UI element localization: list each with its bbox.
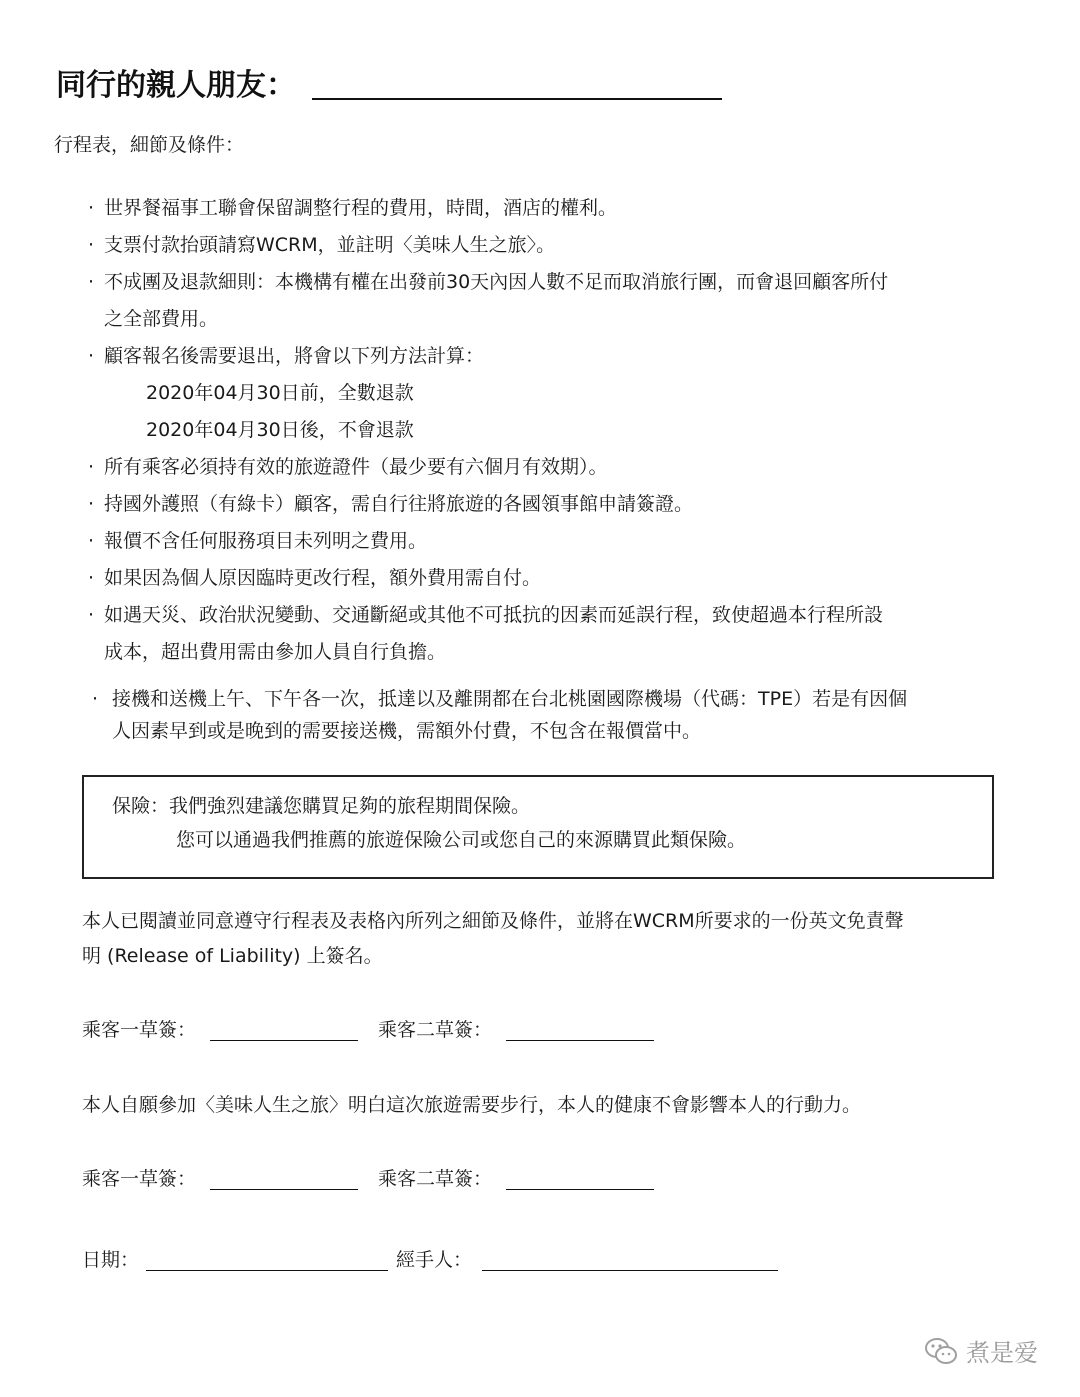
bullet-8: · 如果因為個人原因臨時更改行程，額外費用需自付。 <box>88 567 542 589</box>
bullet-3: · 不成團及退款細則：本機構有權在出發前30天內因人數不足而取消旅行團，而會退回顧客所付 <box>88 271 889 293</box>
handler-label: 經手人： <box>396 1249 473 1271</box>
bullet-9-cont: 成本，超出費用需由參加人員自行負擔。 <box>104 641 447 663</box>
wechat-icon <box>924 1336 958 1366</box>
date-label: 日期： <box>82 1249 140 1271</box>
agreement-line-2: 明 (Release of Liability) 上簽名。 <box>82 945 383 967</box>
passenger2-initial-line[interactable] <box>506 1040 654 1041</box>
handler-line[interactable] <box>482 1270 778 1271</box>
bullet-1: · 世界餐福事工聯會保留調整行程的費用，時間，酒店的權利。 <box>88 197 618 219</box>
companion-name-line[interactable] <box>312 98 722 100</box>
bullet-7: · 報價不含任何服務項目未列明之費用。 <box>88 530 428 552</box>
bullet-4: · 顧客報名後需要退出，將會以下列方法計算： <box>88 345 485 367</box>
health-statement: 本人自願參加〈美味人生之旅〉明白這次旅遊需要步行，本人的健康不會影響本人的行動力。 <box>82 1094 862 1116</box>
page-title: 同行的親人朋友： <box>56 68 296 103</box>
watermark-text: 煮是爱 <box>966 1339 1038 1367</box>
passenger1-initial-line-2[interactable] <box>210 1189 358 1190</box>
insurance-line-1: 保險：我們強烈建議您購買足夠的旅程期間保險。 <box>112 795 531 817</box>
bullet-10: · 接機和送機上午、下午各一次，抵達以及離開都在台北桃園國際機場（代碼：TPE）若是有因個 <box>92 688 908 710</box>
passenger2-initial-line-2[interactable] <box>506 1189 654 1190</box>
passenger1-initial-line[interactable] <box>210 1040 358 1041</box>
insurance-box <box>82 775 994 879</box>
bullet-6: · 持國外護照（有綠卡）顧客，需自行往將旅遊的各國領事館申請簽證。 <box>88 493 694 515</box>
passenger1-initial-label: 乘客一草簽： <box>82 1019 197 1041</box>
watermark <box>924 1333 1038 1368</box>
section-heading: 行程表，細節及條件： <box>54 134 245 156</box>
passenger2-initial-label-2: 乘客二草簽： <box>378 1168 493 1190</box>
refund-rule-2: 2020年04月30日後，不會退款 <box>146 419 414 441</box>
passenger2-initial-label: 乘客二草簽： <box>378 1019 493 1041</box>
bullet-2: · 支票付款抬頭請寫WCRM，並註明〈美味人生之旅〉。 <box>88 234 556 256</box>
refund-rule-1: 2020年04月30日前，全數退款 <box>146 382 414 404</box>
bullet-9: · 如遇天災、政治狀況變動、交通斷絕或其他不可抵抗的因素而延誤行程，致使超過本行程所設 <box>88 604 884 626</box>
date-line[interactable] <box>146 1270 388 1271</box>
bullet-3-cont: 之全部費用。 <box>104 308 219 330</box>
insurance-line-2: 您可以通過我們推薦的旅遊保險公司或您自己的來源購買此類保險。 <box>176 829 747 851</box>
bullet-5: · 所有乘客必須持有效的旅遊證件（最少要有六個月有效期）。 <box>88 456 608 478</box>
agreement-line-1: 本人已閱讀並同意遵守行程表及表格內所列之細節及條件，並將在WCRM所要求的一份英文免責聲 <box>82 910 904 932</box>
passenger1-initial-label-2: 乘客一草簽： <box>82 1168 197 1190</box>
bullet-10-cont: 人因素早到或是晚到的需要接送機，需額外付費，不包含在報價當中。 <box>112 720 702 742</box>
